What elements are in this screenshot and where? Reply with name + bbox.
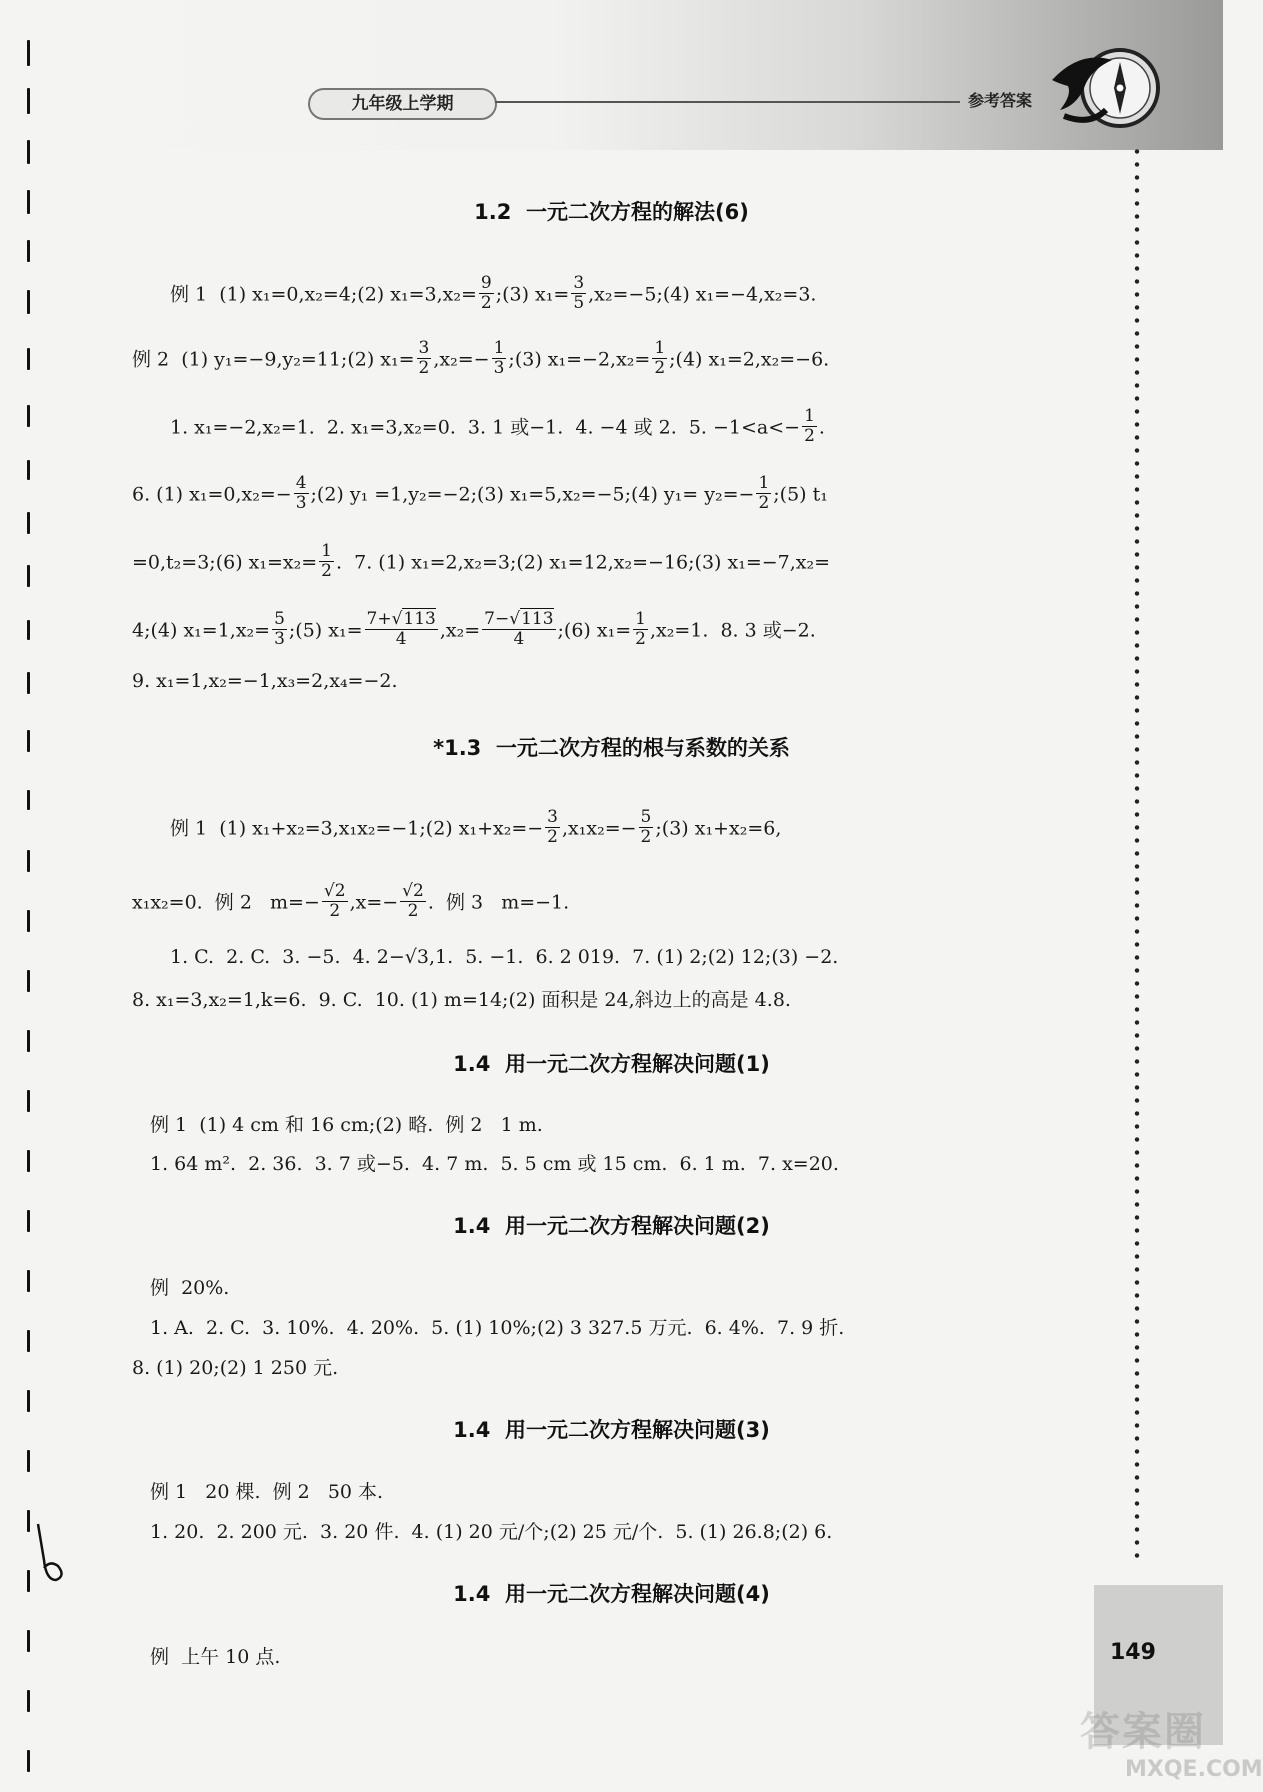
page-number: 149 — [1110, 1640, 1156, 1665]
answer-key-label: 参考答案 — [968, 91, 1033, 110]
answer-line: 例 1 (1) 4 cm 和 16 cm;(2) 略. 例 2 1 m. — [150, 1114, 543, 1136]
watermark-url: MXQE.COM — [1125, 1757, 1263, 1782]
answer-line: 例 1 20 棵. 例 2 50 本. — [150, 1481, 384, 1503]
dotted-margin-line — [1134, 145, 1140, 1565]
answer-line: =0,t₂=3;(6) x₁=x₂= $\frac{1}{2}$ . 7. (1) x₁=2,x₂=3;(2) x₁=12,x₂=−16;(3) x₁=−7,x₂= — [132, 541, 831, 581]
answer-line: 例 上午 10 点. — [150, 1646, 281, 1668]
answer-line: 例 1 (1) x₁+x₂=3,x₁x₂=−1;(2) x₁+x₂=− $\frac{3}{2}$ ,x₁x₂=− $\frac{5}{2}$ ;(3) x₁+x₂=6, — [170, 807, 782, 847]
answer-line: 6. (1) x₁=0,x₂=− $\frac{4}{3}$ ;(2) y₁ =1,y₂=−2;(3) x₁=5,x₂=−5;(4) y₁= y₂=− $\frac{1}{2}$ ;(5) t₁ — [132, 473, 828, 513]
section-title-1-2: 1.2 一元二次方程的解法(6) — [474, 200, 749, 224]
answer-line: 1. 64 m². 2. 36. 3. 7 或−5. 4. 7 m. 5. 5 cm 或 15 cm. 6. 1 m. 7. x=20. — [150, 1153, 839, 1175]
answer-line: 1. x₁=−2,x₂=1. 2. x₁=3,x₂=0. 3. 1 或−1. 4. −4 或 2. 5. −1<a<− $\frac{1}{2}$ . — [170, 406, 825, 446]
answer-line: 4;(4) x₁=1,x₂= $\frac{5}{3}$ ;(5) x₁= $\frac{7+√113}{4}$ ,x₂= $\frac{7-√113}{4}$ ;(6) x₁= $\frac{1}{2}$ ,x₂=1. 8. 3 或−2. — [132, 609, 816, 649]
section-title-1-4-2: 1.4 用一元二次方程解决问题(2) — [453, 1214, 770, 1238]
answer-line: 8. (1) 20;(2) 1 250 元. — [132, 1357, 339, 1379]
answer-line: 9. x₁=1,x₂=−1,x₃=2,x₄=−2. — [132, 670, 398, 692]
answer-line: 例 1 (1) x₁=0,x₂=4;(2) x₁=3,x₂= $\frac{9}{2}$ ;(3) x₁= $\frac{3}{5}$ ,x₂=−5;(4) x₁=−4,x₂=3. — [170, 273, 817, 313]
answer-line: 例 2 (1) y₁=−9,y₂=11;(2) x₁= $\frac{3}{2}$ ,x₂=− $\frac{1}{3}$ ;(3) x₁=−2,x₂= $\frac{1}{2}$ ;(4) x₁=2,x₂=−6. — [132, 338, 830, 378]
section-title-1-4-4: 1.4 用一元二次方程解决问题(4) — [453, 1582, 770, 1606]
answer-line: 1. C. 2. C. 3. −5. 4. 2−√3,1. 5. −1. 6. 2 019. 7. (1) 2;(2) 12;(3) −2. — [170, 946, 839, 968]
grade-label: 九年级上学期 — [308, 88, 497, 120]
answer-line: 1. A. 2. C. 3. 10%. 4. 20%. 5. (1) 10%;(2) 3 327.5 万元. 6. 4%. 7. 9 折. — [150, 1317, 845, 1339]
compass-logo-icon — [1050, 40, 1170, 135]
answer-line: 1. 20. 2. 200 元. 3. 20 件. 4. (1) 20 元/个;(2) 25 元/个. 5. (1) 26.8;(2) 6. — [150, 1521, 833, 1543]
section-title-1-4-3: 1.4 用一元二次方程解决问题(3) — [453, 1418, 770, 1442]
watermark-text: 答案圈 — [1080, 1709, 1206, 1755]
section-title-1-4-1: 1.4 用一元二次方程解决问题(1) — [453, 1052, 770, 1076]
answer-line: 例 20%. — [150, 1277, 230, 1299]
answer-line: x₁x₂=0. 例 2 m=− $\frac{√2}{2}$ ,x=− $\frac{√2}{2}$ . 例 3 m=−1. — [132, 881, 570, 921]
answer-line: 8. x₁=3,x₂=1,k=6. 9. C. 10. (1) m=14;(2) 面积是 24,斜边上的高是 4.8. — [132, 989, 791, 1011]
header-rule — [495, 101, 960, 103]
section-title-1-3: *1.3 一元二次方程的根与系数的关系 — [433, 736, 790, 760]
header-band — [0, 0, 1223, 150]
